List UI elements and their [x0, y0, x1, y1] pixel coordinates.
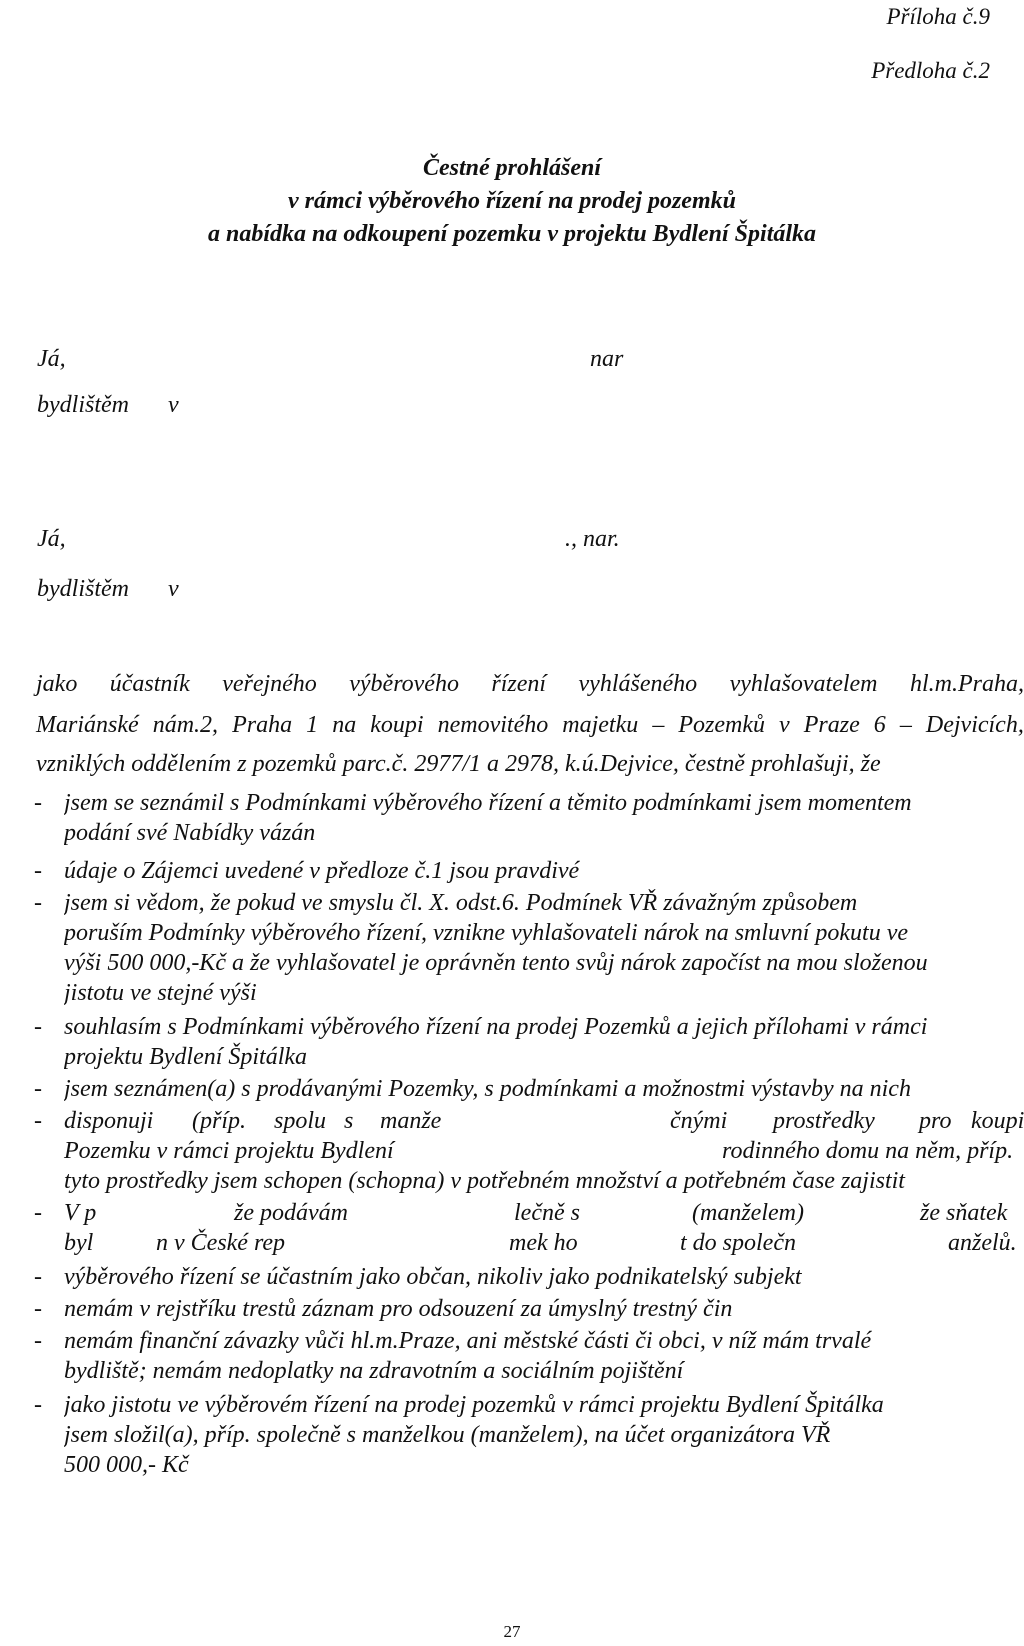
intro-word: Praze — [803, 712, 860, 738]
list-item — [34, 1326, 1024, 1386]
person1-born-label: nar — [590, 346, 624, 372]
gap-fragment: V p — [64, 1200, 97, 1226]
person1-residence-prep: v — [168, 392, 179, 418]
intro-line-2 — [36, 707, 1024, 743]
declaration-line: nemám finanční závazky vůči hl.m.Praze, ani městské části či obci, v níž mám trvalé — [64, 1328, 872, 1354]
gap-fragment: manže — [380, 1108, 442, 1134]
gap-fragment: Pozemku v rámci projektu Bydlení — [64, 1138, 394, 1164]
person2-residence-prep: v — [168, 576, 179, 602]
intro-word: koupi — [370, 712, 424, 738]
intro-word: vyhlašovatelem — [729, 671, 878, 697]
intro-word: Praha — [232, 712, 293, 738]
intro-word: 6 — [873, 712, 886, 738]
gap-fragment: byl — [64, 1230, 94, 1256]
list-item — [34, 1262, 1024, 1292]
declaration-line: poruším Podmínky výběrového řízení, vznikne vyhlašovateli nárok na smluvní pokutu ve — [64, 920, 908, 946]
list-dash: - — [34, 1328, 42, 1354]
person1-residence-label: bydlištěm — [37, 392, 129, 418]
gap-fragment: s — [344, 1108, 354, 1134]
list-item — [34, 856, 1024, 886]
gap-fragment: rodinného domu na něm, příp. — [722, 1138, 1014, 1164]
intro-word: – — [899, 712, 912, 738]
gap-fragment: lečně s — [514, 1200, 580, 1226]
intro-word: v — [779, 712, 790, 738]
list-dash: - — [34, 1200, 42, 1226]
intro-word: – — [652, 712, 665, 738]
list-item — [34, 1012, 1024, 1072]
person1-name-label: Já, — [37, 346, 66, 372]
person2-born-label: ., nar. — [565, 526, 620, 552]
declaration-line: jsem složil(a), příp. společně s manželkou (manželem), na účet organizátora VŘ — [64, 1422, 831, 1448]
declaration-line: údaje o Zájemci uvedené v předloze č.1 jsou pravdivé — [64, 858, 580, 884]
intro-paragraph — [36, 666, 1024, 782]
declaration-list — [34, 788, 1024, 1480]
list-dash: - — [34, 1392, 42, 1418]
declaration-line: výši 500 000,-Kč a že vyhlašovatel je oprávněn tento svůj nárok započíst na mou složenou — [64, 950, 928, 976]
gap-fragment: disponuji — [64, 1108, 154, 1134]
gap-fragment: pro — [919, 1108, 952, 1134]
gap-fragment: že sňatek — [920, 1200, 1008, 1226]
template-label: Předloha č.2 — [871, 58, 990, 83]
declaration-line: souhlasím s Podmínkami výběrového řízení na prodej Pozemků a jejich přílohami v rámci — [64, 1014, 928, 1040]
intro-word: majetku — [562, 712, 639, 738]
list-item — [34, 1294, 1024, 1324]
title-line-3: a nabídka na odkoupení pozemku v projektu Bydlení Špitálka — [207, 221, 817, 247]
intro-word: Mariánské — [36, 712, 139, 738]
list-dash: - — [34, 790, 42, 816]
declaration-line — [64, 1106, 1022, 1136]
title-line-1: Čestné prohlášení — [422, 155, 602, 181]
list-dash: - — [34, 858, 42, 884]
declaration-line: jsem se seznámil s Podmínkami výběrového řízení a těmito podmínkami jsem momentem — [64, 790, 912, 816]
declaration-line — [64, 1198, 1022, 1228]
gap-fragment: koupi — [971, 1108, 1024, 1134]
appendix-label: Příloha č.9 — [886, 4, 990, 29]
intro-word: jako — [36, 671, 78, 697]
list-item — [34, 1074, 1024, 1104]
list-dash: - — [34, 1014, 42, 1040]
intro-word: účastník — [109, 671, 190, 697]
declaration-line — [64, 1136, 1022, 1166]
page-number: 27 — [503, 1622, 521, 1641]
list-item — [34, 1390, 1024, 1480]
gap-fragment: t do společn — [680, 1230, 796, 1256]
intro-word: Dejvicích, — [925, 712, 1024, 738]
gap-fragment: čnými — [670, 1108, 728, 1134]
declaration-line: projektu Bydlení Špitálka — [64, 1044, 308, 1070]
list-dash: - — [34, 1076, 42, 1102]
gap-fragment: mek ho — [509, 1230, 578, 1256]
gap-fragment: anželů. — [948, 1230, 1017, 1256]
intro-word: nemovitého — [437, 712, 549, 738]
declaration-line: 500 000,- Kč — [64, 1452, 189, 1478]
gap-fragment: prostředky — [773, 1108, 875, 1134]
list-dash: - — [34, 1108, 42, 1134]
intro-word: řízení — [491, 671, 547, 697]
document-title — [0, 152, 1024, 251]
declaration-line: podání své Nabídky vázán — [64, 820, 316, 846]
intro-word: nám.2, — [152, 712, 219, 738]
intro-word: výběrového — [349, 671, 459, 697]
gap-fragment: (manželem) — [692, 1200, 804, 1226]
title-line-2: v rámci výběrového řízení na prodej pozemků — [288, 188, 736, 214]
intro-word: vyhlášeného — [578, 671, 698, 697]
declaration-line: jako jistotu ve výběrovém řízení na prodej pozemků v rámci projektu Bydlení Špitálka — [64, 1392, 884, 1418]
list-item — [34, 1198, 1024, 1258]
declaration-line: jistotu ve stejné výši — [64, 980, 257, 1006]
intro-word: hl.m.Praha, — [909, 671, 1024, 697]
gap-fragment: spolu — [274, 1108, 327, 1134]
intro-line-3: vzniklých oddělením z pozemků parc.č. 2977/1 a 2978, k.ú.Dejvice, čestně prohlašuji, že — [36, 751, 881, 777]
list-item — [34, 888, 1024, 1008]
intro-word: na — [332, 712, 357, 738]
declaration-line: nemám v rejstříku trestů záznam pro odsouzení za úmyslný trestný čin — [64, 1296, 733, 1322]
declaration-line: jsem seznámen(a) s prodávanými Pozemky, s podmínkami a možnostmi výstavby na nich — [64, 1076, 911, 1102]
intro-word: 1 — [306, 712, 319, 738]
intro-word: Pozemků — [678, 712, 765, 738]
gap-fragment: n v České rep — [156, 1230, 286, 1256]
declaration-line — [64, 1228, 1022, 1258]
list-dash: - — [34, 890, 42, 916]
list-dash: - — [34, 1296, 42, 1322]
person2-residence-label: bydlištěm — [37, 576, 129, 602]
list-dash: - — [34, 1264, 42, 1290]
intro-line-1 — [36, 666, 1024, 702]
declaration-line: bydliště; nemám nedoplatky na zdravotním a sociálním pojištění — [64, 1358, 684, 1384]
gap-fragment: že podávám — [234, 1200, 348, 1226]
declaration-line: výběrového řízení se účastním jako občan, nikoliv jako podnikatelský subjekt — [64, 1264, 802, 1290]
declaration-line: tyto prostředky jsem schopen (schopna) v potřebném množství a potřebném čase zajistit — [64, 1168, 905, 1194]
list-item — [34, 1106, 1024, 1196]
declaration-line: jsem si vědom, že pokud ve smyslu čl. X. odst.6. Podmínek VŘ závažným způsobem — [64, 890, 858, 916]
intro-word: veřejného — [222, 671, 317, 697]
person2-name-label: Já, — [37, 526, 66, 552]
list-item — [34, 788, 1024, 848]
gap-fragment: (příp. — [192, 1108, 246, 1134]
